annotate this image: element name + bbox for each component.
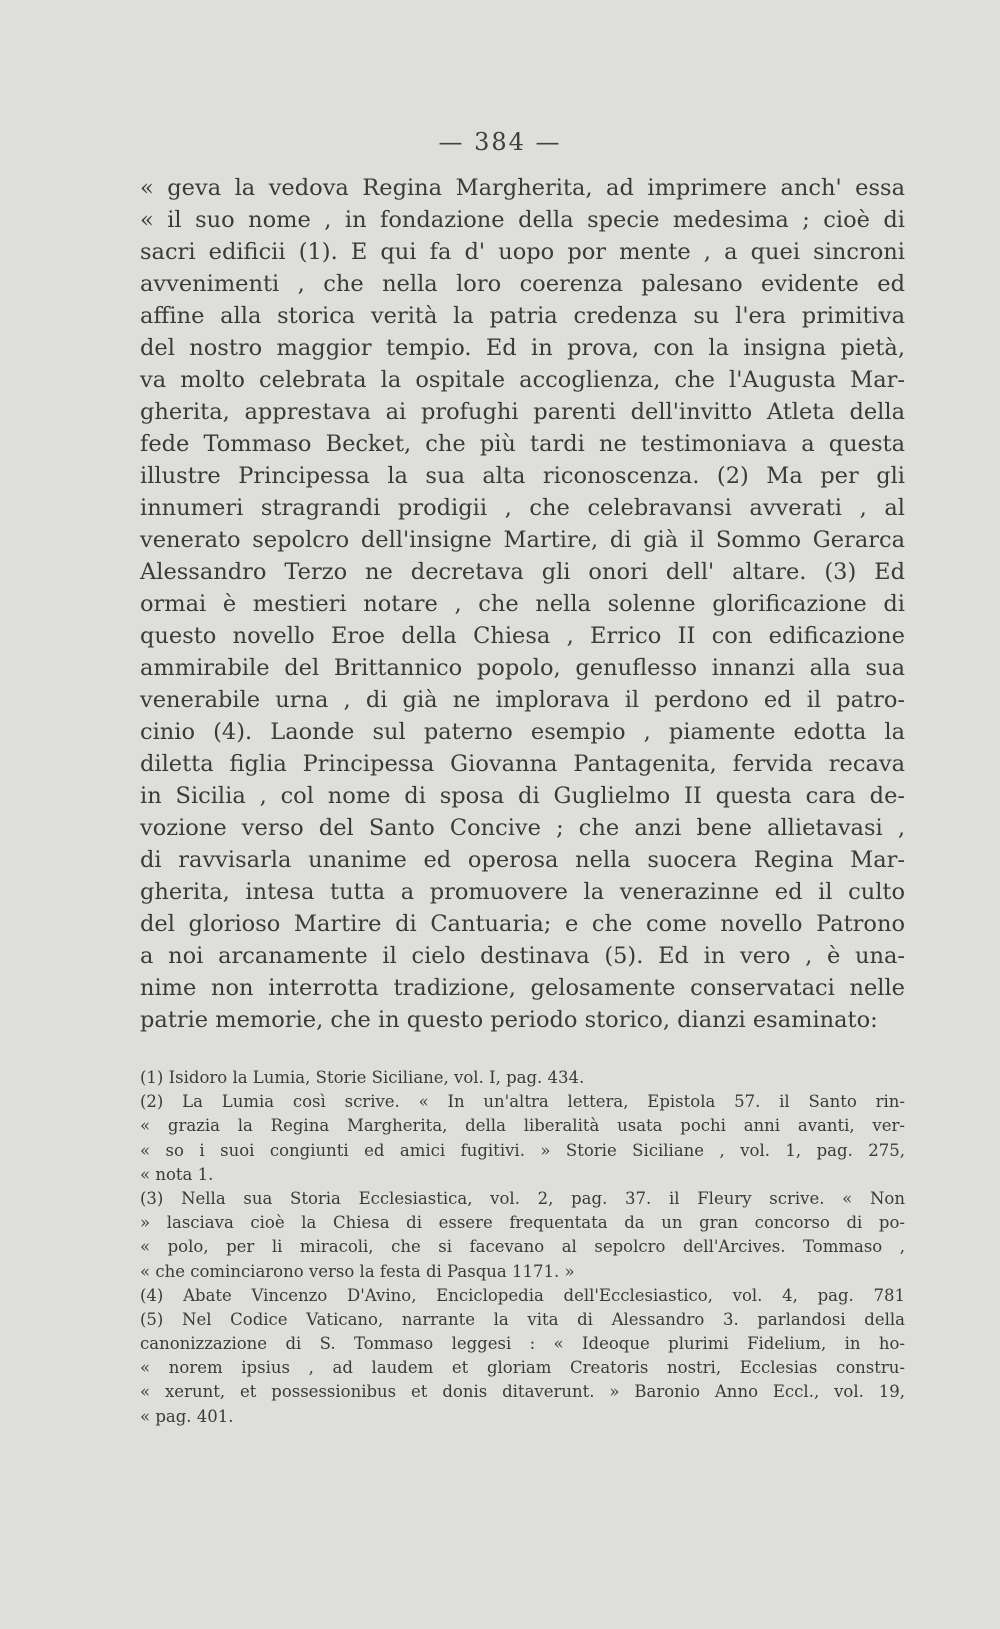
text-line: vozione verso del Santo Concive ; che anzi bene allietavasi , bbox=[140, 815, 905, 841]
text-line: del glorioso Martire di Cantuaria; e che come novello Patrono bbox=[140, 911, 905, 937]
text-line: illustre Principessa la sua alta riconoscenza. (2) Ma per gli bbox=[140, 463, 905, 489]
page-number: — 384 — bbox=[438, 128, 562, 156]
text-line: « geva la vedova Regina Margherita, ad imprimere anch' essa bbox=[140, 175, 905, 201]
text-line: questo novello Eroe della Chiesa , Errico II con edificazione bbox=[140, 623, 905, 649]
footnotes bbox=[140, 1066, 905, 1429]
footnote-line: « xerunt, et possessionibus et donis ditaverunt. » Baronio Anno Eccl., vol. 19, bbox=[140, 1382, 905, 1402]
footnote-line: (5) Nel Codice Vaticano, narrante la vita di Alessandro 3. parlandosi della bbox=[140, 1309, 905, 1329]
text-line: sacri edificii (1). E qui fa d' uopo por mente , a quei sincroni bbox=[140, 239, 905, 265]
text-line: gherita, intesa tutta a promuovere la venerazinne ed il culto bbox=[140, 879, 905, 905]
footnote-line: « so i suoi congiunti ed amici fugitivi. » Storie Siciliane , vol. 1, pag. 275, bbox=[140, 1140, 905, 1160]
main-text bbox=[140, 172, 905, 1036]
text-line: diletta figlia Principessa Giovanna Pantagenita, fervida recava bbox=[140, 751, 905, 777]
footnote-line: « polo, per li miracoli, che si facevano al sepolcro dell'Arcives. Tommaso , bbox=[140, 1237, 905, 1257]
footnote-line: canonizzazione di S. Tommaso leggesi : « Ideoque plurimi Fidelium, in ho- bbox=[140, 1334, 905, 1354]
footnote-line: (1) Isidoro la Lumia, Storie Siciliane, vol. I, pag. 434. bbox=[140, 1068, 585, 1087]
text-line: patrie memorie, che in questo periodo storico, dianzi esaminato: bbox=[140, 1007, 878, 1033]
footnote-line: » lasciava cioè la Chiesa di essere frequentata da un gran concorso di po- bbox=[140, 1213, 905, 1233]
footnote-line: « nota 1. bbox=[140, 1164, 214, 1184]
footnote-line: « pag. 401. bbox=[140, 1406, 234, 1426]
text-line: va molto celebrata la ospitale accoglienza, che l'Augusta Mar- bbox=[140, 367, 905, 393]
text-line: venerato sepolcro dell'insigne Martire, di già il Sommo Gerarca bbox=[140, 527, 905, 553]
text-line: in Sicilia , col nome di sposa di Guglielmo II questa cara de- bbox=[140, 783, 905, 809]
text-line: fede Tommaso Becket, che più tardi ne testimoniava a questa bbox=[140, 431, 905, 457]
text-line: gherita, apprestava ai profughi parenti dell'invitto Atleta della bbox=[140, 399, 905, 425]
text-line: affine alla storica verità la patria credenza su l'era primitiva bbox=[140, 303, 905, 329]
text-line: del nostro maggior tempio. Ed in prova, con la insigna pietà, bbox=[140, 335, 905, 361]
footnote-line: (4) Abate Vincenzo D'Avino, Enciclopedia dell'Ecclesiastico, vol. 4, pag. 781 bbox=[140, 1285, 905, 1305]
footnote-line: « grazia la Regina Margherita, della liberalità usata pochi anni avanti, ver- bbox=[140, 1116, 905, 1136]
text-line: ormai è mestieri notare , che nella solenne glorificazione di bbox=[140, 591, 905, 617]
footnote-line: « che cominciarono verso la festa di Pasqua 1171. » bbox=[140, 1261, 575, 1281]
text-line: Alessandro Terzo ne decretava gli onori dell' altare. (3) Ed bbox=[140, 559, 905, 585]
text-line: cinio (4). Laonde sul paterno esempio , piamente edotta la bbox=[140, 719, 905, 745]
text-line: ammirabile del Brittannico popolo, genuflesso innanzi alla sua bbox=[140, 655, 905, 681]
footnote-line: « norem ipsius , ad laudem et gloriam Creatoris nostri, Ecclesias constru- bbox=[140, 1358, 905, 1378]
text-line: innumeri stragrandi prodigii , che celebravansi avverati , al bbox=[140, 495, 905, 521]
footnote-line: (2) La Lumia così scrive. « In un'altra lettera, Epistola 57. il Santo rin- bbox=[140, 1092, 905, 1112]
text-line: venerabile urna , di già ne implorava il perdono ed il patro- bbox=[140, 687, 905, 713]
text-line: a noi arcanamente il cielo destinava (5). Ed in vero , è una- bbox=[140, 943, 905, 969]
text-line: « il suo nome , in fondazione della specie medesima ; cioè di bbox=[140, 207, 905, 233]
text-line: avvenimenti , che nella loro coerenza palesano evidente ed bbox=[140, 271, 905, 297]
footnote-line: (3) Nella sua Storia Ecclesiastica, vol. 2, pag. 37. il Fleury scrive. « Non bbox=[140, 1188, 905, 1208]
text-line: nime non interrotta tradizione, gelosamente conservataci nelle bbox=[140, 975, 905, 1001]
text-line: di ravvisarla unanime ed operosa nella suocera Regina Mar- bbox=[140, 847, 905, 873]
